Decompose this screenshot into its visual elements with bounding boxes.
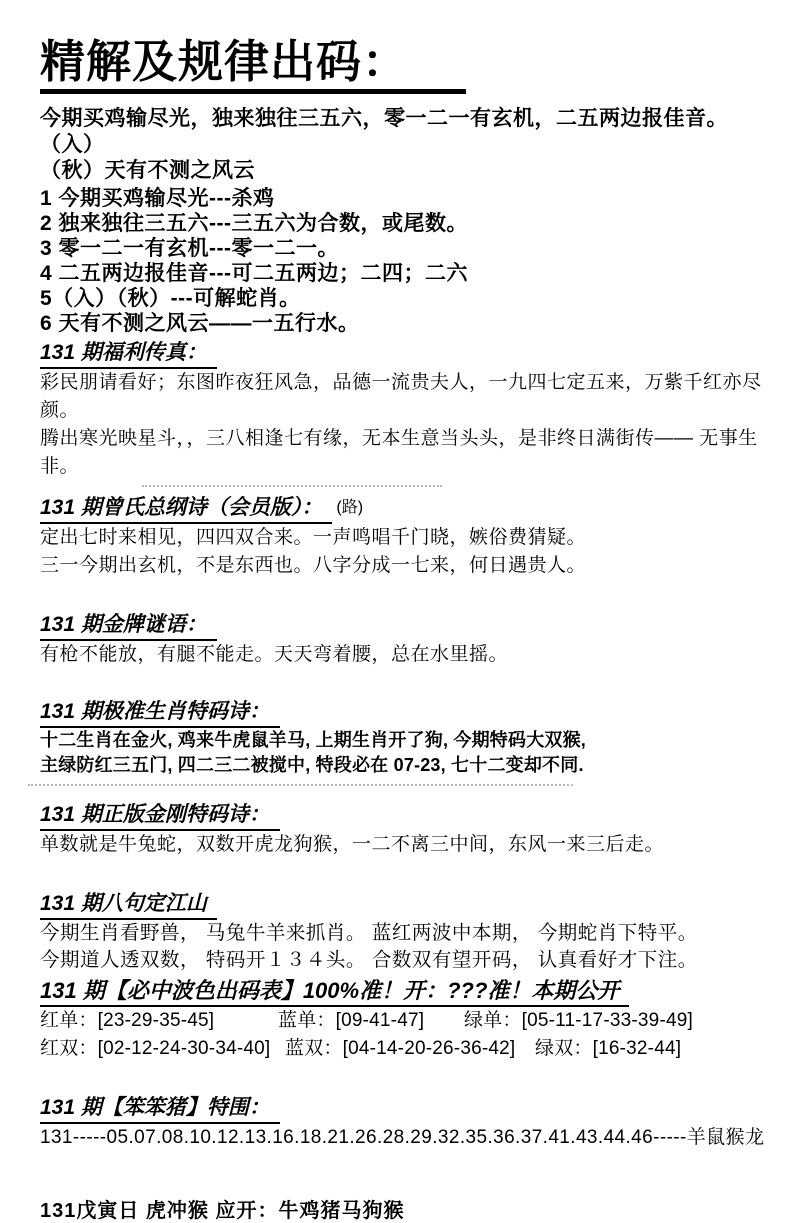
bose-green-single: 绿单：[05-11-17-33-39-49] bbox=[464, 1010, 693, 1032]
benben-number-line: 131-----05.07.08.10.12.13.16.18.21.26.28.29.32.35.36.37.41.43.44.46-----羊鼠猴龙 bbox=[40, 1127, 765, 1149]
section-heading-zengshi bbox=[40, 495, 765, 524]
section-heading-zhengban-text: 131 期正版金刚特码诗： bbox=[40, 802, 280, 831]
section-heading-bose-text: 131 期【必中波色出码表】100%准！开：???准！本期公开 bbox=[40, 978, 629, 1007]
bose-green-double: 绿双：[16-32-44] bbox=[535, 1038, 682, 1060]
section-heading-bose bbox=[40, 978, 765, 1007]
section-baju-dingjiangshan bbox=[40, 891, 765, 974]
section-line: 彩民朋请看好；东图昨夜狂风急，品德一流贵夫人，一九四七定五来，万紫千红亦尽颜。 bbox=[40, 372, 762, 422]
section-heading-benben bbox=[40, 1095, 765, 1124]
section-heading-baju bbox=[40, 891, 765, 920]
section-heading-jizhun bbox=[40, 699, 765, 728]
section-heading-fuli bbox=[40, 340, 765, 369]
section-jizhun-shengxiao bbox=[40, 699, 765, 778]
section-line: 定出七时来相见，四四双合来。一声鸣唱千门晓，嫉俗费猜疑。 bbox=[40, 527, 587, 549]
intro-line-1: 今期买鸡输尽光，独来独往三五六，零一二一有玄机，二五两边报佳音。（入） bbox=[40, 107, 728, 157]
section-heading-benben-text: 131 期【笨笨猪】特围： bbox=[40, 1095, 280, 1124]
section-zhengban-jingang bbox=[40, 802, 765, 859]
bose-blue-double: 蓝双：[04-14-20-26-36-42] bbox=[285, 1038, 516, 1060]
section-heading-jinpai-text: 131 期金牌谜语： bbox=[40, 612, 217, 641]
section-line: 今期道人透双数， 特码开１３４头。 合数双有望开码， 认真看好才下注。 bbox=[40, 949, 698, 972]
intro-line-2: （秋）天有不测之风云 bbox=[40, 159, 255, 183]
section-heading-jinpai bbox=[40, 612, 765, 641]
section-line: 三一今期出玄机，不是东西也。八字分成一七来，何日遇贵人。 bbox=[40, 555, 587, 577]
footer-note: 131戊寅日 虎冲猴 应开：牛鸡猪马狗猴 bbox=[40, 1200, 405, 1223]
section-heading-jizhun-text: 131 期极准生肖特码诗： bbox=[40, 699, 280, 728]
section-jinpai-miyu bbox=[40, 612, 765, 669]
rule-item-5: 5（入）（秋）---可解蛇肖。 bbox=[40, 287, 301, 311]
bose-red-single: 红单：[23-29-35-45] bbox=[40, 1010, 215, 1032]
section-zengshi-zonggang bbox=[40, 495, 765, 580]
section-heading-zhengban bbox=[40, 802, 765, 831]
section-fuli-chuanzhen bbox=[40, 340, 765, 481]
page-title-text: 精解及规律出码： bbox=[40, 38, 466, 94]
bose-row-single bbox=[40, 1007, 765, 1035]
rule-item-6: 6 天有不测之风云——一五行水。 bbox=[40, 312, 360, 336]
rule-item-3: 3 零一二一有玄机---零一二一。 bbox=[40, 237, 339, 261]
section-line: 有枪不能放，有腿不能走。天天弯着腰，总在水里摇。 bbox=[40, 644, 509, 666]
section-line: 十二生肖在金火, 鸡来牛虎鼠羊马, 上期生肖开了狗, 今期特码大双猴, bbox=[40, 730, 587, 751]
section-heading-zengshi-text: 131 期曾氏总纲诗（会员版）： bbox=[40, 495, 332, 524]
section-heading-fuli-text: 131 期福利传真： bbox=[40, 340, 217, 369]
bose-row-double bbox=[40, 1035, 765, 1063]
section-line: 腾出寒光映星斗，，三八相逢七有缘，无本生意当头头，是非终日满街传—— 无事生非。 bbox=[40, 428, 758, 478]
section-line: 今期生肖看野兽， 马兔牛羊来抓肖。 蓝红两波中本期， 今期蛇肖下特平。 bbox=[40, 922, 698, 945]
section-heading-suffix: (路) bbox=[336, 499, 364, 517]
section-heading-baju-text: 131 期八句定江山 bbox=[40, 891, 217, 920]
bose-blue-single: 蓝单：[09-41-47] bbox=[278, 1010, 425, 1032]
section-line: 主绿防红三五门, 四二三二被搅中, 特段必在 07-23, 七十二变却不同. bbox=[40, 755, 584, 776]
rule-item-1: 1 今期买鸡输尽光---杀鸡 bbox=[40, 187, 275, 211]
page-title bbox=[40, 38, 765, 94]
rule-item-4: 4 二五两边报佳音---可二五两边；二四；二六 bbox=[40, 262, 468, 286]
section-benben-tewei bbox=[40, 1095, 765, 1152]
dotted-separator bbox=[142, 485, 442, 487]
bose-red-double: 红双：[02-12-24-30-34-40] bbox=[40, 1038, 271, 1060]
rule-item-2: 2 独来独往三五六---三五六为合数，或尾数。 bbox=[40, 212, 468, 236]
section-line: 单数就是牛兔蛇，双数开虎龙狗猴，一二不离三中间，东风一来三后走。 bbox=[40, 834, 665, 856]
section-bose-chuma-table bbox=[40, 978, 765, 1063]
dotted-separator bbox=[28, 784, 573, 786]
rule-list bbox=[40, 186, 765, 336]
